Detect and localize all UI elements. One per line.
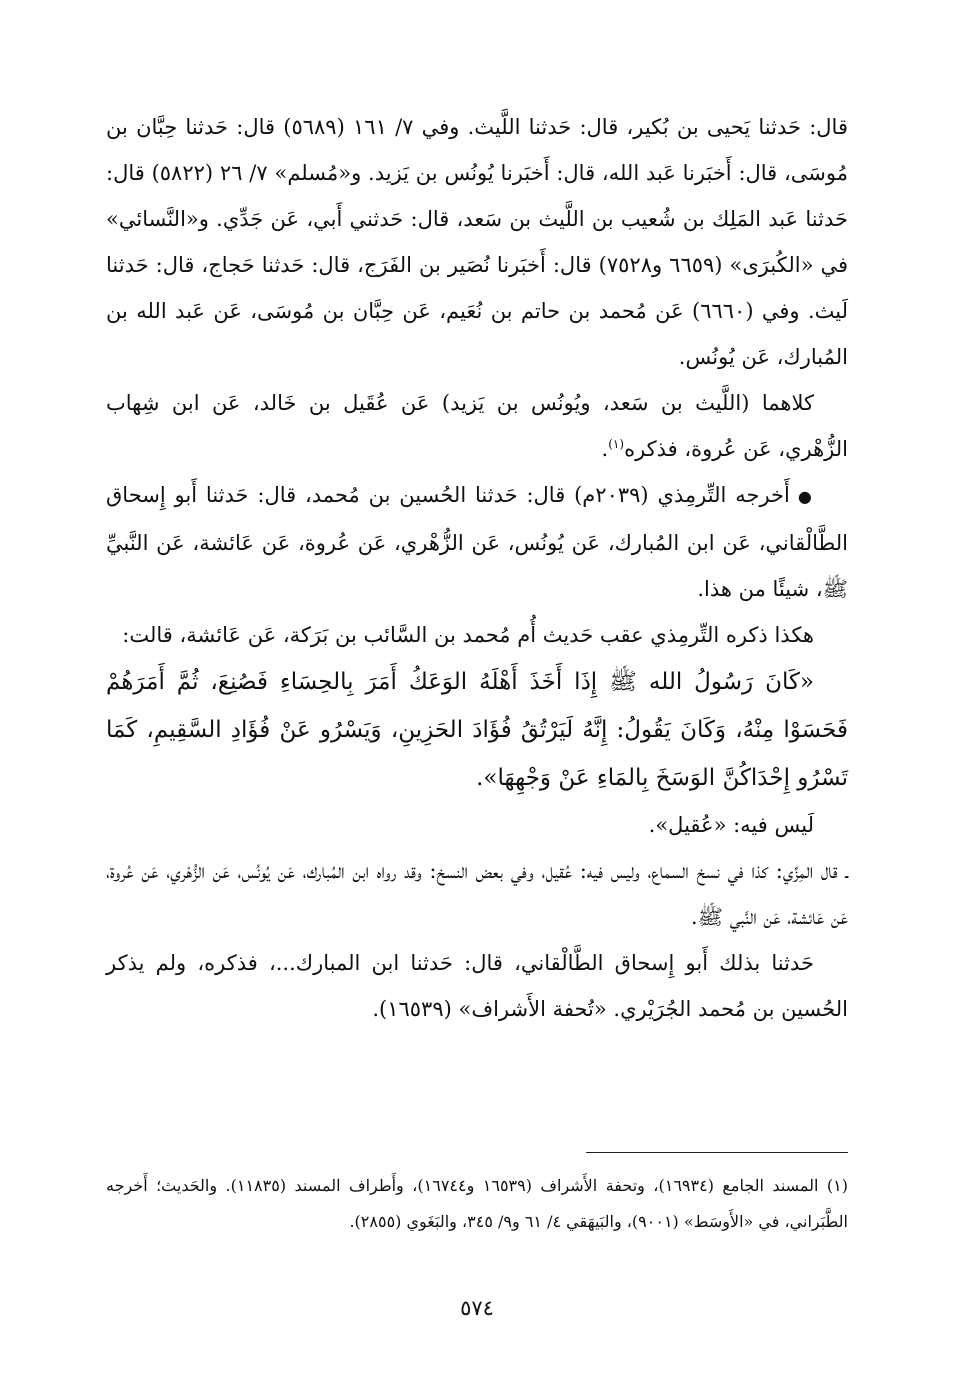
hadith-quote: «كَانَ رَسُولُ الله ﷺ إِذَا أَخَذَ أَهْلَهُ الوَعَكُ أَمَرَ بِالحِسَاءِ فَصُنِعَ، ثُمَّ أَمَرَهُمْ فَحَسَوْا مِنْهُ، وَكَانَ يَقُولُ: إِنَّهُ لَيَرْتُقُ فُؤَادَ الحَزِينِ، وَيَسْرُو عَنْ فُؤَادِ السَّقِيمِ، كَمَا تَسْرُو إِحْدَاكُنَّ الوَسَخَ بِالمَاءِ عَنْ وَجْهِهَا». <box>106 669 848 791</box>
paragraph-hadith-chain: قال: حَدثنا يَحيى بن بُكير، قال: حَدثنا اللَّيث. وفي ٧/ ١٦١ (٥٦٨٩) قال: حَدثنا حِبَّان بن مُوسَى، قال: أَخبَرنا عَبد الله، قال: أَخبَرنا يُونُس بن يَزيد. و«مُسلم» ٧/ ٢٦ (٥٨٢٢) قال: حَدثنا عَبد المَلِك بن شُعيب بن اللَّيث بن سَعد، قال: حَدثني أَبي، عَن جَدِّي. و«النَّسائي» في «الكُبرَى» (٦٦٥٩ و٧٥٢٨) قال: أَخبَرنا نُصَير بن الفَرَج، قال: حَدثنا حَجاج، قال: حَدثنا لَيث. وفي (٦٦٦٠) عَن مُحمد بن حاتم بن نُعَيم، عَن حِبَّان بن مُوسَى، عَن عَبد الله بن المُبارك، عَن يُونُس. <box>106 115 849 369</box>
footnote-reference[interactable]: (١) <box>608 437 625 451</box>
paragraph-mizzi: ـ قال المِزِّي: كذا في نسخ السماع، وليس فيه: عُقيل، وفي بعض النسخ: وقد رواه ابن المُبارك، عَن يُونُس، عَن الزُّهْري، عَن عُروة، عَن عَائشة، عَن النَّبي ﷺ. <box>106 859 848 929</box>
page-number: ٥٧٤ <box>460 1296 494 1320</box>
paragraph-both-narrators <box>106 380 848 472</box>
paragraph-text: كلاهما (اللَّيث بن سَعد، ويُونُس بن يَزيد) عَن عُقَيل بن خَالد، عَن ابن شِهاب الزُّهْري، عَن عُروة، فذكره <box>106 391 848 461</box>
paragraph-tuhfa: حَدثنا بذلك أَبو إِسحاق الطَّالْقاني، قال: حَدثنا ابن المبارك...، فذكره، ولم يذكر الحُسين بن مُحمد الجُرَيْري. «تُحفة الأَشراف» (١٦٥٣٩). <box>106 951 848 1021</box>
footnote-divider <box>586 1152 848 1153</box>
main-text <box>106 104 848 1032</box>
footnotes <box>106 1168 848 1240</box>
paragraph-text: أَخرجه التِّرمِذي (٢٠٣٩م) قال: حَدثنا الحُسين بن مُحمد، قال: حَدثنا أَبو إِسحاق الطَّالْقاني، عَن ابن المُبارك، عَن يُونُس، عَن الزُّهْري، عَن عُروة، عَن عَائشة، عَن النَّبيِّ ﷺ، شيئًا من هذا. <box>106 483 848 601</box>
paragraph-note: لَيس فيه: «عُقيل». <box>648 813 814 837</box>
paragraph-tirmidhi <box>106 472 848 612</box>
bullet-icon: ● <box>797 487 815 506</box>
paragraph-context: هكذا ذكره التِّرمِذي عقب حَديث أُم مُحمد بن السَّائب بن بَرَكة، عَن عَائشة، قالت: <box>122 623 814 647</box>
footnote-1: (١) المسند الجامع (١٦٩٣٤)، وتحفة الأَشراف (١٦٥٣٩ و١٦٧٤٤)، وأَطراف المسند (١١٨٣٥). والحَديث؛ أَخرجه الطَّبَراني، في «الأَوسَط» (٩٠٠١)، والبَيهَقي ٤/ ٦١ و٩/ ٣٤٥، والبَغَوي (٢٨٥٥). <box>106 1176 849 1231</box>
paragraph-end: . <box>601 437 609 461</box>
